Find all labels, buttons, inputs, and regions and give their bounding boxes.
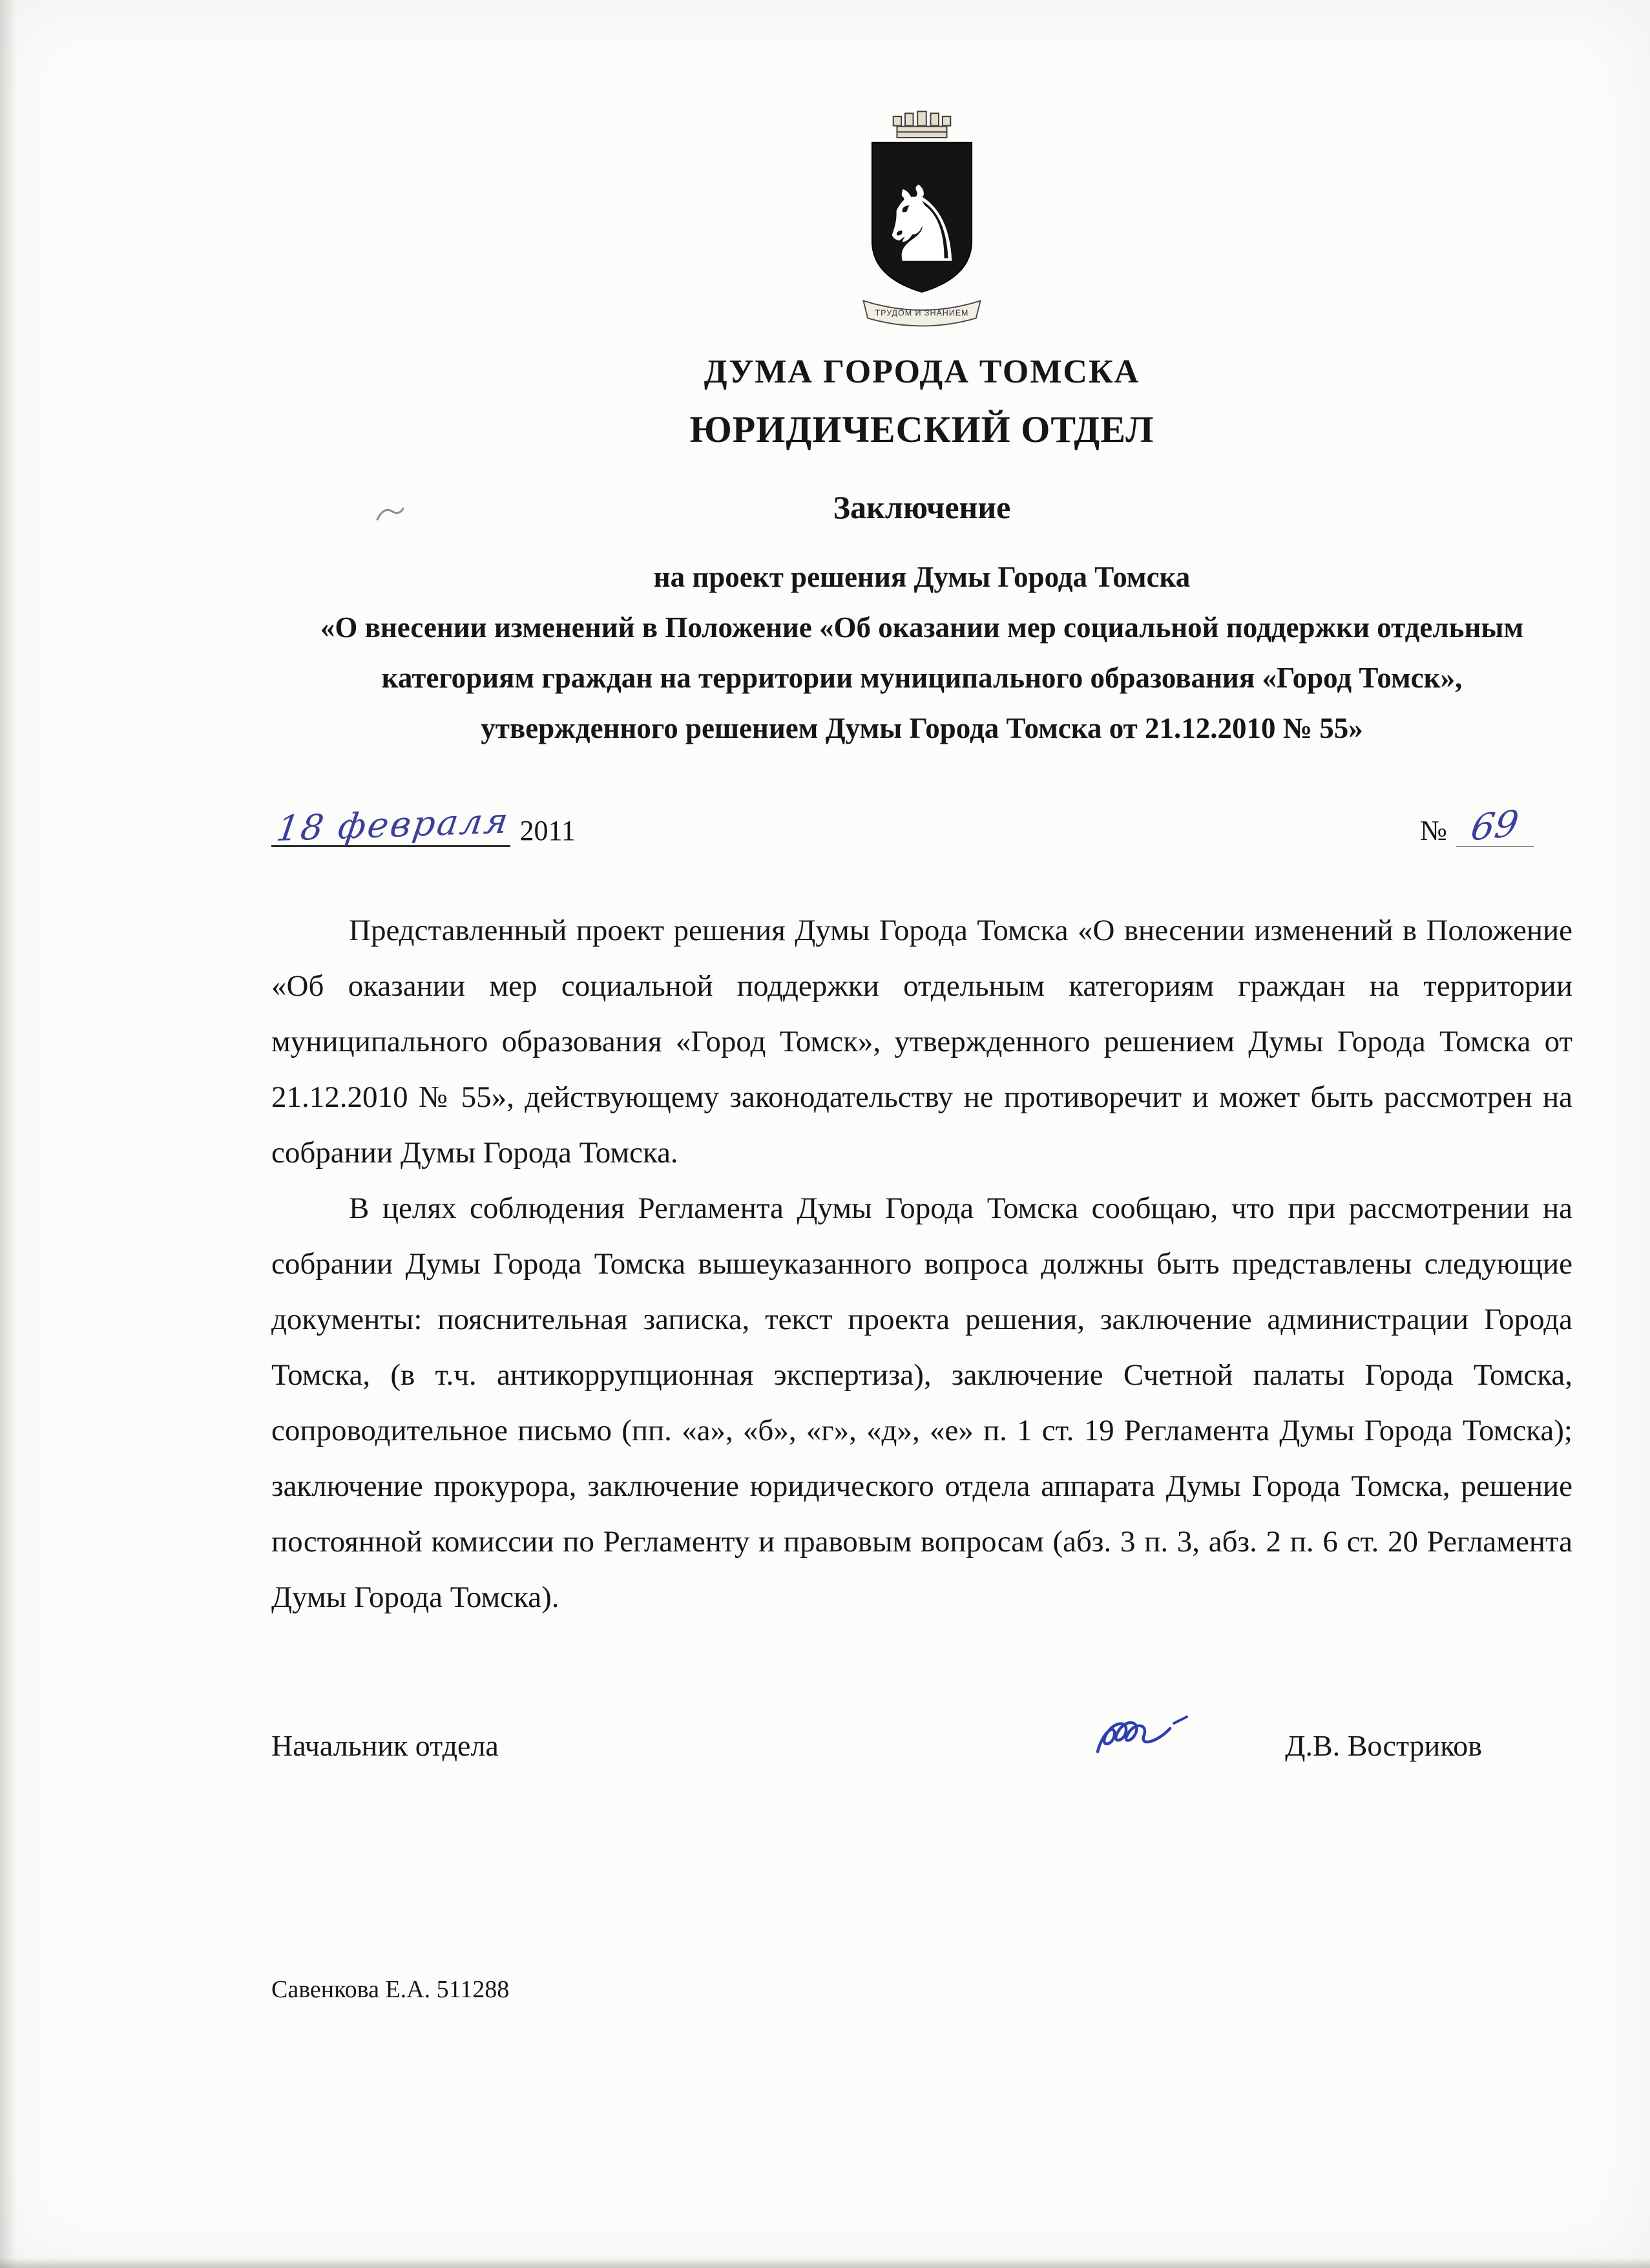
handwritten-number: 69 [1468,803,1522,850]
subject-title: «О внесении изменений в Положение «Об оказании мер социальной поддержки отдельным категориям граждан на территории муниципального образования «Город Томск», утвержденного решением Думы Города Томска от 21.12.2010 № 55» [320,611,1524,744]
body-text [271,903,1572,1625]
horse-icon: ♞ [875,164,969,286]
signature-ink-icon [1091,1714,1240,1761]
year-printed: 2011 [519,815,576,846]
date-group [271,800,576,849]
department-name: ЮРИДИЧЕСКИЙ ОТДЕЛ [689,408,1154,450]
subject-intro: на проект решения Думы Города Томска [653,561,1191,593]
motto-text: ТРУДОМ И ЗНАНИЕМ [875,308,969,318]
tomsk-coat-of-arms [271,110,1572,335]
executor-contact: Савенкова Е.А. 511288 [271,1976,510,2003]
signatory-position: Начальник отдела [271,1728,499,1762]
number-label: № [1420,815,1447,846]
signature-row [271,1722,1482,1769]
crown-icon [893,111,951,137]
body-paragraph: Представленный проект решения Думы Города Томска «О внесении изменений в Положение «Об оказании мер социальной поддержки отдельным категориям граждан на территории муниципального образования «Город Томск», утвержденного решением Думы Города Томска от 21.12.2010 № 55», действующему законодательству не противоречит и может быть рассмотрен на собрании Думы Города Томска. [271,914,1572,1170]
pen-mark-icon [375,503,404,525]
date-underline [271,800,513,849]
body-paragraph: В целях соблюдения Регламента Думы Города Томска сообщаю, что при рассмотрении на собрании Думы Города Томска вышеуказанного вопроса должны быть представлены следующие документы: пояснительная записка, текст проекта решения, заключение администрации Города Томска, (в т.ч. антикоррупционная экспертиза), заключение Счетной палаты Города Томска, сопроводительное письмо (пп. «а», «б», «г», «д», «е» п. 1 ст. 19 Регламента Думы Города Томска); заключение прокурора, заключение юридического отдела аппарата Думы Города Томска, решение постоянной комиссии по Регламенту и правовым вопросам (абз. 3 п. 3, абз. 2 п. 6 ст. 20 Регламента Думы Города Томска). [271,1192,1572,1614]
date-number-row [271,800,1572,850]
number-underline [1456,803,1534,850]
scan-edge-bottom [0,2258,1650,2268]
coat-of-arms-icon [853,110,990,335]
organization-name: ДУМА ГОРОДА ТОМСКА [704,353,1140,390]
number-group [1420,803,1534,850]
document-subject [289,552,1555,753]
handwritten-date: 18 февраля [274,800,513,849]
document-type-row [271,488,1572,526]
document-type-title: Заключение [833,489,1011,525]
signatory-name: Д.В. Востриков [1285,1728,1482,1762]
